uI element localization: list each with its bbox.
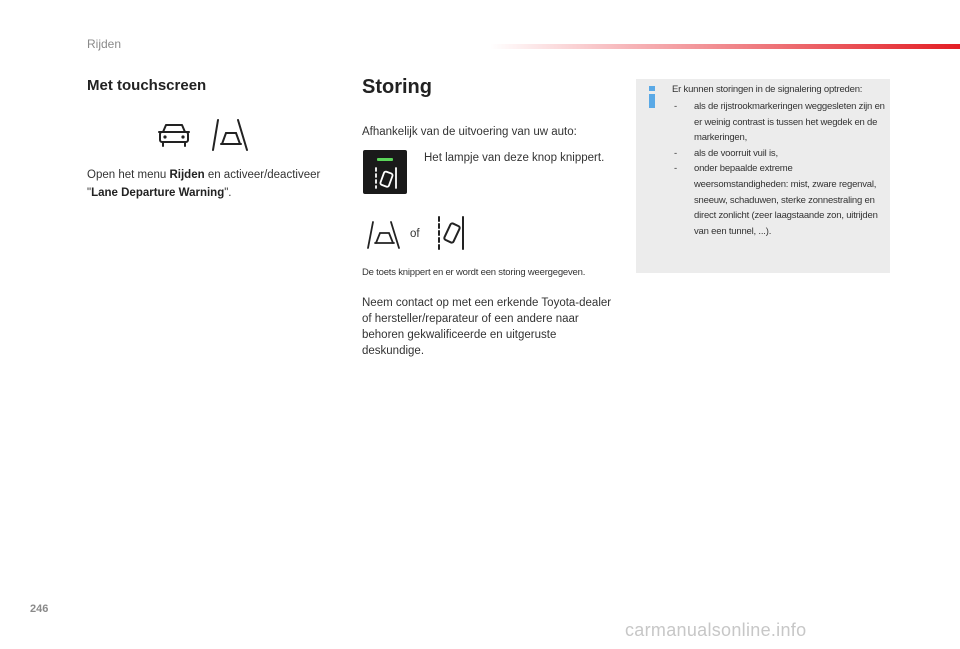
list-item: - als de voorruit vuil is,: [672, 146, 886, 162]
header-accent-bar: [490, 44, 960, 49]
lane-car-icon: [373, 166, 399, 190]
fault-display-text: De toets knippert en er wordt een storing weergegeven.: [362, 267, 586, 278]
lane-button-image: [363, 150, 407, 194]
lane-car-icon: [436, 216, 466, 250]
lane-departure-icon: [366, 220, 402, 250]
fault-heading: Storing: [362, 76, 432, 98]
touchscreen-heading: Met touchscreen: [87, 77, 207, 94]
lane-departure-icon: [210, 118, 250, 152]
list-item: - onder bepaalde extreme weersomstandigheden: mist, zware regenval, sneeuw, schaduwen, sterke zonnestraling en direct zonlicht (zeer laagstaande zon, uitrijden van een tunnel, ...).: [674, 163, 878, 237]
info-intro: Er kunnen storingen in de signalering optreden:: [672, 84, 863, 95]
touchscreen-instruction: Open het menu Rijden en activeer/deactiveer "Lane Departure Warning".: [87, 169, 321, 199]
contact-dealer-text: Neem contact op met een erkende Toyota-dealer of hersteller/reparateur of een andere naar behoren gekwalificeerde en uitgeruste deskundige.: [362, 297, 612, 357]
bullet-dash: -: [674, 163, 677, 175]
watermark: carmanualsonline.info: [625, 620, 807, 640]
page-number: 246: [30, 603, 49, 615]
bullet-dash: -: [674, 101, 677, 112]
version-note: Afhankelijk van de uitvoering van uw auto:: [362, 126, 577, 138]
car-front-icon: [157, 120, 191, 150]
indicator-led: [377, 158, 393, 161]
info-icon: [645, 86, 659, 108]
or-text: of: [410, 228, 420, 240]
bullet-dash: -: [674, 147, 677, 159]
button-blink-text: Het lampje van deze knop knippert.: [424, 152, 605, 164]
info-list: [672, 99, 886, 239]
section-title: Rijden: [87, 37, 122, 51]
list-item: - als de rijstrookmarkeringen weggesleten zijn en er weinig contrast is tussen het wegdek en de markeringen,: [674, 101, 885, 144]
